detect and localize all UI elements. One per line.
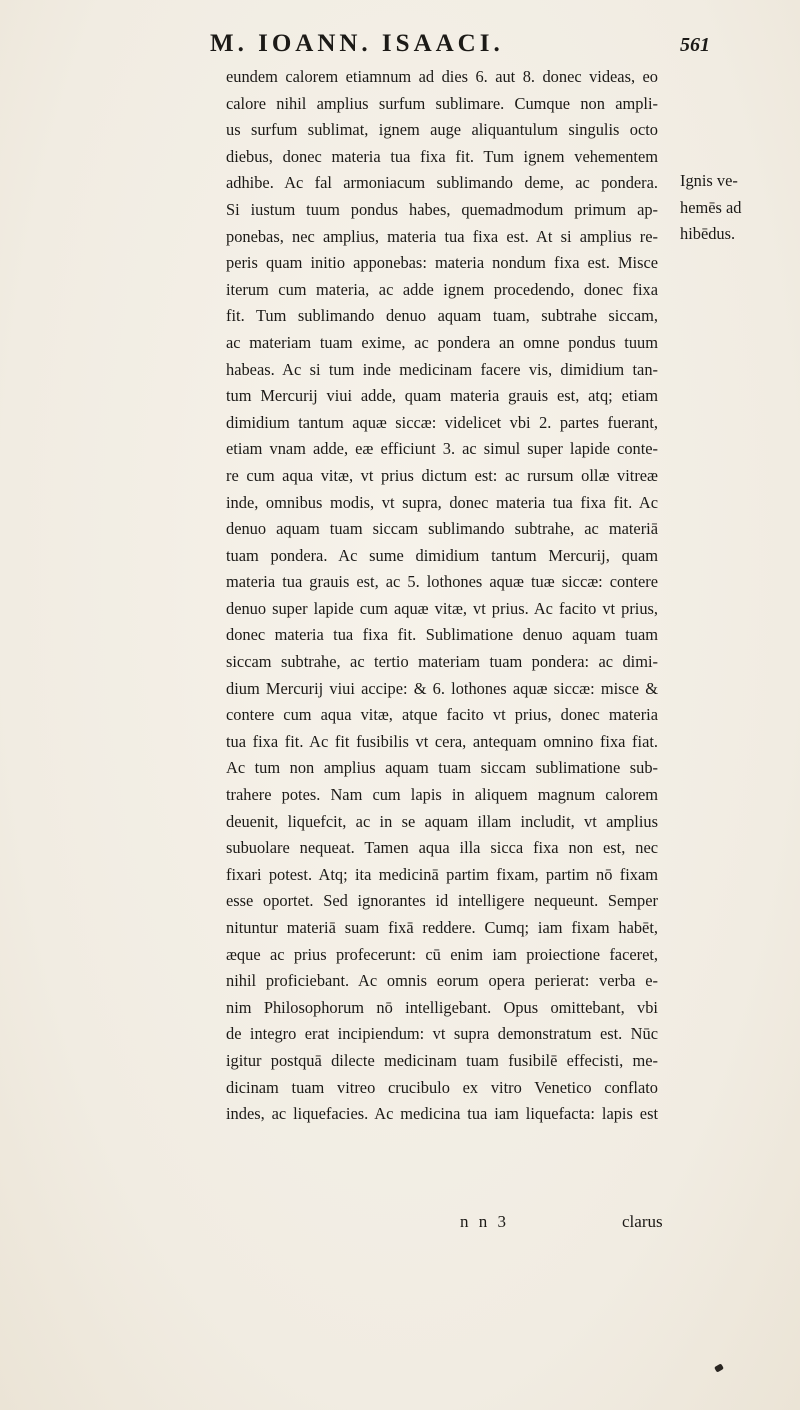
- marginal-note-line: Ignis ve-: [680, 171, 738, 190]
- text-line: calore nihil amplius surfum sublimare. Cumque non ampli-: [226, 93, 658, 113]
- text-line: nim Philosophorum nō intelligebant. Opus omittebant, vbi: [226, 997, 658, 1017]
- body-text: [226, 64, 658, 1128]
- text-line: fixari potest. Atq; ita medicinā partim fixam, partim nō fixam: [226, 864, 658, 884]
- text-line: us surfum sublimat, ignem auge aliquantulum singulis octo: [226, 120, 658, 140]
- text-line: donec materia tua fixa fit. Sublimatione denuo aquam tuam: [226, 625, 658, 645]
- text-line: igitur postquā dilecte medicinam tuam fusibilē effecisti, me-: [226, 1050, 658, 1070]
- text-line: nihil proficiebant. Ac omnis eorum opera perierat: verba e-: [226, 971, 658, 991]
- text-line: subuolare nequeat. Tamen aqua illa sicca fixa non est, nec: [226, 838, 658, 858]
- text-line: deuenit, liquefcit, ac in se aquam illam includit, vt amplius: [226, 811, 658, 831]
- text-line: habeas. Ac si tum inde medicinam facere vis, dimidium tan-: [226, 359, 658, 379]
- text-line: tum Mercurij viui adde, quam materia grauis est, atq; etiam: [226, 386, 658, 406]
- marginal-note-line: hemēs ad: [680, 197, 742, 217]
- text-line: dimidium tantum aquæ siccæ: videlicet vbi 2. partes fuerant,: [226, 412, 658, 432]
- text-line: adhibe. Ac fal armoniacum sublimando deme, ac pondera.: [226, 173, 658, 193]
- text-line: æque ac prius profecerunt: cū enim iam proiectione faceret,: [226, 944, 658, 964]
- running-header: [150, 30, 710, 58]
- text-line: ac materiam tuam exime, ac pondera an omne pondus tuum: [226, 332, 658, 352]
- folio-number: 561: [680, 34, 710, 56]
- marginal-note-line: hibēdus.: [680, 224, 736, 244]
- text-line: siccam subtrahe, ac tertio materiam tuam pondera: ac dimi-: [226, 652, 658, 672]
- text-line: nituntur materiā suam fixā reddere. Cumq; iam fixam habēt,: [226, 918, 658, 937]
- signature-mark: n n 3: [460, 1212, 509, 1231]
- text-line: denuo aquam tuam siccam sublimando subtrahe, ac materiā: [226, 519, 658, 539]
- text-line: de integro erat incipiendum: vt supra demonstratum est. Nūc: [226, 1024, 658, 1044]
- text-line: indes, ac liquefacies. Ac medicina tua iam liquefacta: lapis est: [226, 1104, 658, 1124]
- text-line: inde, omnibus modis, vt supra, donec materia tua fixa fit. Ac: [226, 492, 658, 512]
- text-line: denuo super lapide cum aquæ vitæ, vt prius. Ac facito vt prius,: [226, 598, 658, 618]
- text-line: iterum cum materia, ac adde ignem procedendo, donec fixa: [226, 279, 658, 299]
- text-line: dium Mercurij viui accipe: & 6. lothones aquæ siccæ: misce &: [226, 678, 658, 698]
- text-line: contere cum aqua vitæ, atque facito vt prius, donec materia: [226, 705, 658, 725]
- ink-speck: [714, 1363, 724, 1372]
- catchword: clarus: [622, 1212, 663, 1231]
- text-line: ponebas, nec amplius, materia tua fixa est. At si amplius re-: [226, 226, 658, 246]
- text-line: fit. Tum sublimando denuo aquam tuam, subtrahe siccam,: [226, 306, 658, 326]
- text-line: tua fixa fit. Ac fit fusibilis vt cera, antequam omnino fixa fiat.: [226, 731, 658, 751]
- text-line: Si iustum tuum pondus habes, quemadmodum primum ap-: [226, 199, 658, 219]
- text-line: tuam pondera. Ac sume dimidium tantum Mercurij, quam: [226, 545, 658, 565]
- text-line: peris quam initio apponebas: materia nondum fixa est. Misce: [226, 253, 658, 273]
- text-line: re cum aqua vitæ, vt prius dictum est: ac rursum ollæ vitreæ: [226, 465, 658, 485]
- text-line: diebus, donec materia tua fixa fit. Tum ignem vehementem: [226, 146, 658, 166]
- text-line: esse oportet. Sed ignorantes id intelligere nequeunt. Semper: [226, 891, 658, 911]
- running-title: M. IOANN. ISAACI.: [210, 30, 504, 57]
- marginal-note: [680, 168, 790, 248]
- text-line: eundem calorem etiamnum ad dies 6. aut 8. donec videas, eo: [226, 67, 658, 86]
- text-line: etiam vnam adde, eæ efficiunt 3. ac simul super lapide conte-: [226, 439, 658, 459]
- text-line: Ac tum non amplius aquam tuam siccam sublimatione sub-: [226, 758, 658, 778]
- text-line: materia tua grauis est, ac 5. lothones aquæ tuæ siccæ: contere: [226, 572, 658, 592]
- text-line: dicinam tuam vitreo crucibulo ex vitro Venetico conflato: [226, 1077, 658, 1097]
- text-line: trahere potes. Nam cum lapis in aliquem magnum calorem: [226, 785, 658, 805]
